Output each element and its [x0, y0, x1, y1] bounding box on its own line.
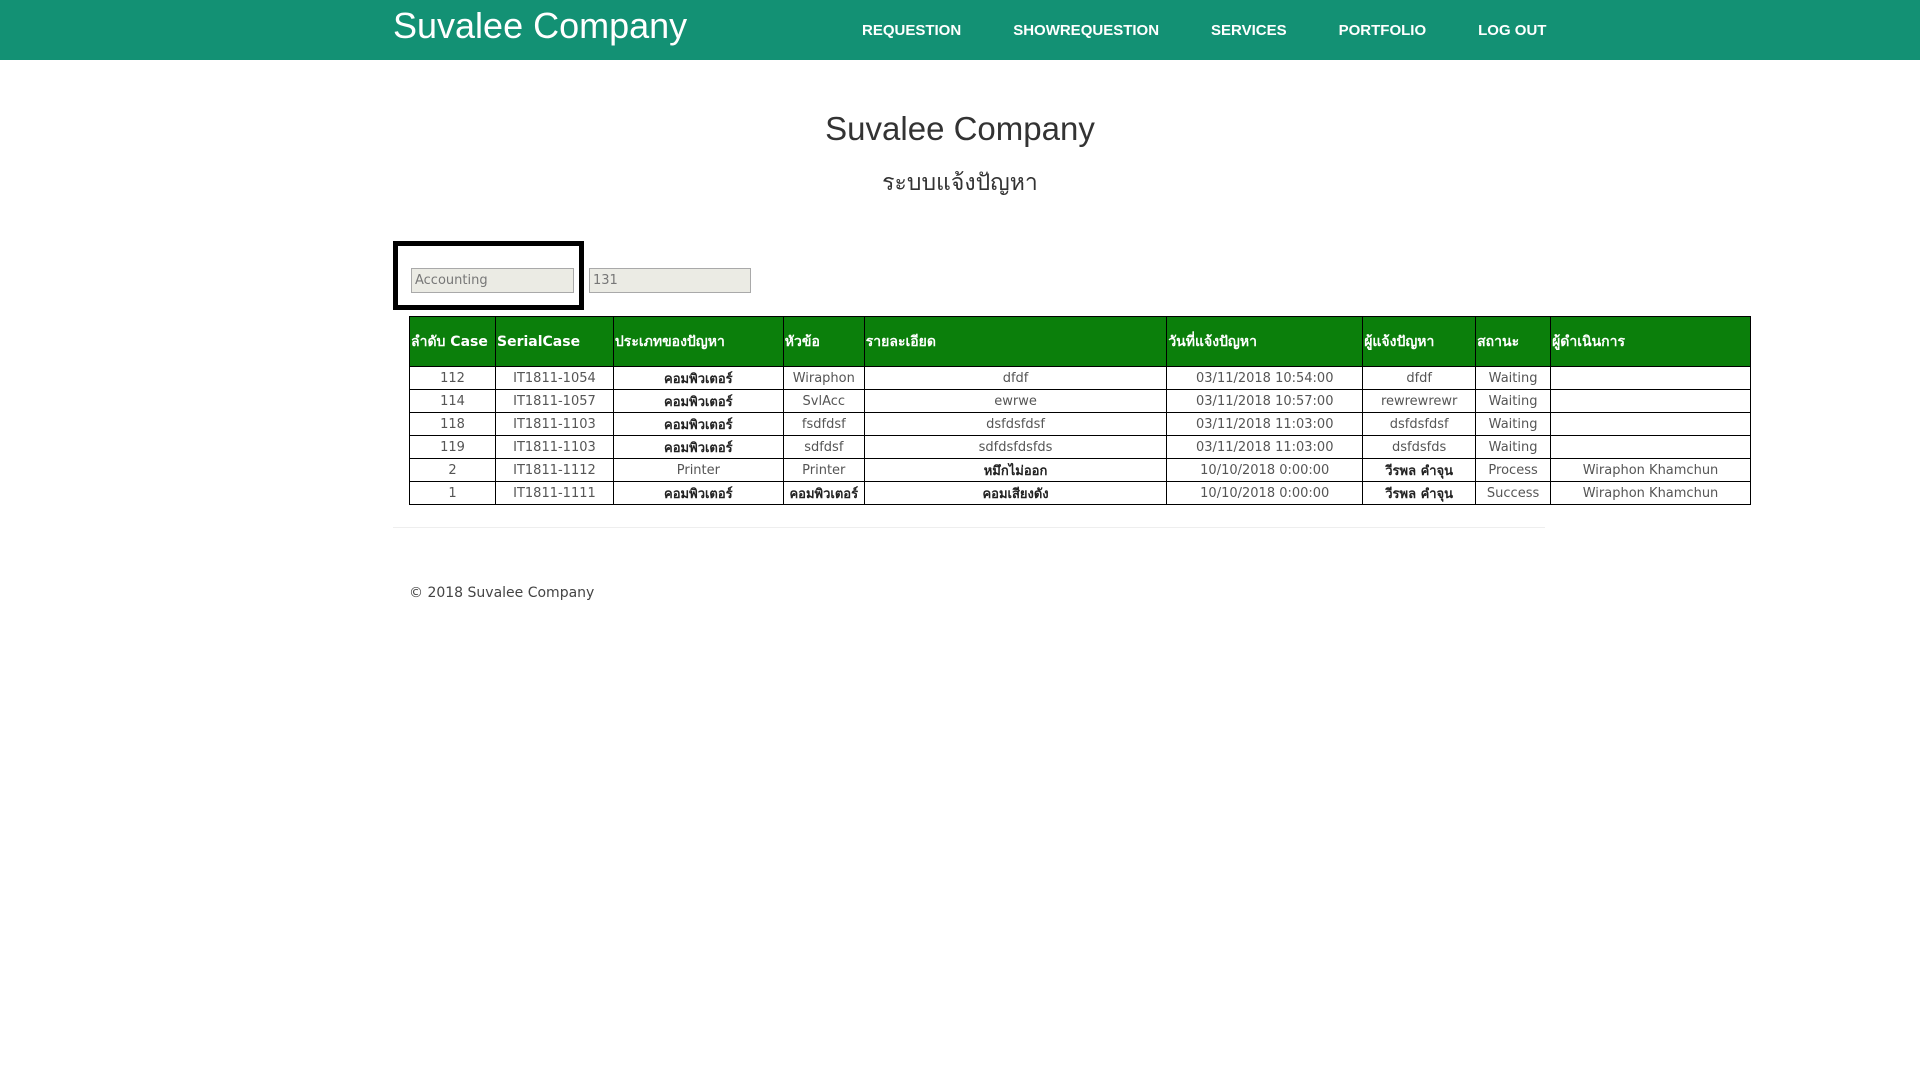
- cell-report-date: 03/11/2018 10:54:00: [1167, 367, 1363, 390]
- cell-case-no: 112: [410, 367, 496, 390]
- brand-link[interactable]: Suvalee Company: [393, 5, 688, 46]
- header-topic: หัวข้อ: [783, 317, 864, 367]
- header-reporter: ผู้แจ้งปัญหา: [1363, 317, 1476, 367]
- cell-detail: คอมเสียงดัง: [864, 482, 1167, 505]
- page-title: Suvalee Company: [825, 110, 1095, 147]
- cell-detail: dfdf: [864, 367, 1167, 390]
- cell-detail: ewrwe: [864, 390, 1167, 413]
- cell-operator: [1551, 367, 1751, 390]
- cell-case-no: 119: [410, 436, 496, 459]
- cell-report-date: 10/10/2018 0:00:00: [1167, 459, 1363, 482]
- cell-status: Waiting: [1476, 367, 1551, 390]
- cell-problem-type: Printer: [613, 459, 783, 482]
- cell-operator: Wiraphon Khamchun: [1551, 459, 1751, 482]
- table-row: [410, 482, 1751, 505]
- cell-problem-type: คอมพิวเตอร์: [613, 482, 783, 505]
- cell-report-date: 03/11/2018 11:03:00: [1167, 436, 1363, 459]
- header-report-date: วันที่แจ้งปัญหา: [1167, 317, 1363, 367]
- cell-operator: [1551, 413, 1751, 436]
- cell-problem-type: คอมพิวเตอร์: [613, 436, 783, 459]
- cell-detail: หมึกไม่ออก: [864, 459, 1167, 482]
- cell-serial-case: IT1811-1111: [495, 482, 613, 505]
- header-detail: รายละเอียด: [864, 317, 1167, 367]
- nav-link-requestion[interactable]: REQUESTION: [862, 21, 962, 39]
- cell-status: Waiting: [1476, 436, 1551, 459]
- cell-problem-type: คอมพิวเตอร์: [613, 367, 783, 390]
- nav-link-services[interactable]: SERVICES: [1211, 21, 1287, 39]
- table-row: [410, 390, 1751, 413]
- table-header-row: [410, 317, 1751, 367]
- header-case-no: ลำดับ Case: [410, 317, 496, 367]
- cell-operator: Wiraphon Khamchun: [1551, 482, 1751, 505]
- cell-problem-type: คอมพิวเตอร์: [613, 390, 783, 413]
- cell-report-date: 03/11/2018 11:03:00: [1167, 413, 1363, 436]
- table-row: [410, 413, 1751, 436]
- cell-detail: sdfdsfdsfds: [864, 436, 1167, 459]
- cell-operator: [1551, 436, 1751, 459]
- cell-serial-case: IT1811-1057: [495, 390, 613, 413]
- cell-reporter: dsfdsfdsf: [1363, 413, 1476, 436]
- page-subtitle: ระบบแจ้งปัญหา: [882, 170, 1038, 196]
- cell-case-no: 118: [410, 413, 496, 436]
- header-problem-type: ประเภทของปัญหา: [613, 317, 783, 367]
- header-serial-case: SerialCase: [495, 317, 613, 367]
- cell-operator: [1551, 390, 1751, 413]
- cell-status: Waiting: [1476, 413, 1551, 436]
- cell-detail: dsfdsfdsf: [864, 413, 1167, 436]
- cell-reporter: วีรพล คำจุน: [1363, 459, 1476, 482]
- table-row: [410, 367, 1751, 390]
- cell-serial-case: IT1811-1103: [495, 413, 613, 436]
- footer-copyright: © 2018 Suvalee Company: [409, 585, 595, 601]
- cell-topic: คอมพิวเตอร์: [783, 482, 864, 505]
- cell-report-date: 03/11/2018 10:57:00: [1167, 390, 1363, 413]
- cell-reporter: dsfdsfds: [1363, 436, 1476, 459]
- cell-status: Success: [1476, 482, 1551, 505]
- table-row: [410, 436, 1751, 459]
- cell-case-no: 114: [410, 390, 496, 413]
- header-status: สถานะ: [1476, 317, 1551, 367]
- nav-link-logout[interactable]: LOG OUT: [1478, 21, 1547, 39]
- cell-topic: SvlAcc: [783, 390, 864, 413]
- content-divider: [393, 527, 1545, 528]
- top-navbar: [0, 0, 1920, 60]
- cell-reporter: dfdf: [1363, 367, 1476, 390]
- nav-link-showrequestion[interactable]: SHOWREQUESTION: [1013, 21, 1160, 39]
- cell-serial-case: IT1811-1054: [495, 367, 613, 390]
- table-row: [410, 459, 1751, 482]
- cell-topic: sdfdsf: [783, 436, 864, 459]
- cell-serial-case: IT1811-1103: [495, 436, 613, 459]
- nav-link-portfolio[interactable]: PORTFOLIO: [1338, 21, 1427, 39]
- cell-topic: Wiraphon: [783, 367, 864, 390]
- header-operator: ผู้ดำเนินการ: [1551, 317, 1751, 367]
- cell-reporter: rewrewrewr: [1363, 390, 1476, 413]
- cell-topic: Printer: [783, 459, 864, 482]
- cases-table: [409, 316, 1751, 505]
- cell-report-date: 10/10/2018 0:00:00: [1167, 482, 1363, 505]
- cell-topic: fsdfdsf: [783, 413, 864, 436]
- cell-status: Waiting: [1476, 390, 1551, 413]
- cell-status: Process: [1476, 459, 1551, 482]
- cell-case-no: 1: [410, 482, 496, 505]
- cell-case-no: 2: [410, 459, 496, 482]
- nav-links: [862, 0, 1598, 60]
- cell-problem-type: คอมพิวเตอร์: [613, 413, 783, 436]
- department-field[interactable]: Accounting: [411, 268, 574, 293]
- number-field[interactable]: 131: [589, 268, 751, 293]
- cell-reporter: วีรพล คำจุน: [1363, 482, 1476, 505]
- cell-serial-case: IT1811-1112: [495, 459, 613, 482]
